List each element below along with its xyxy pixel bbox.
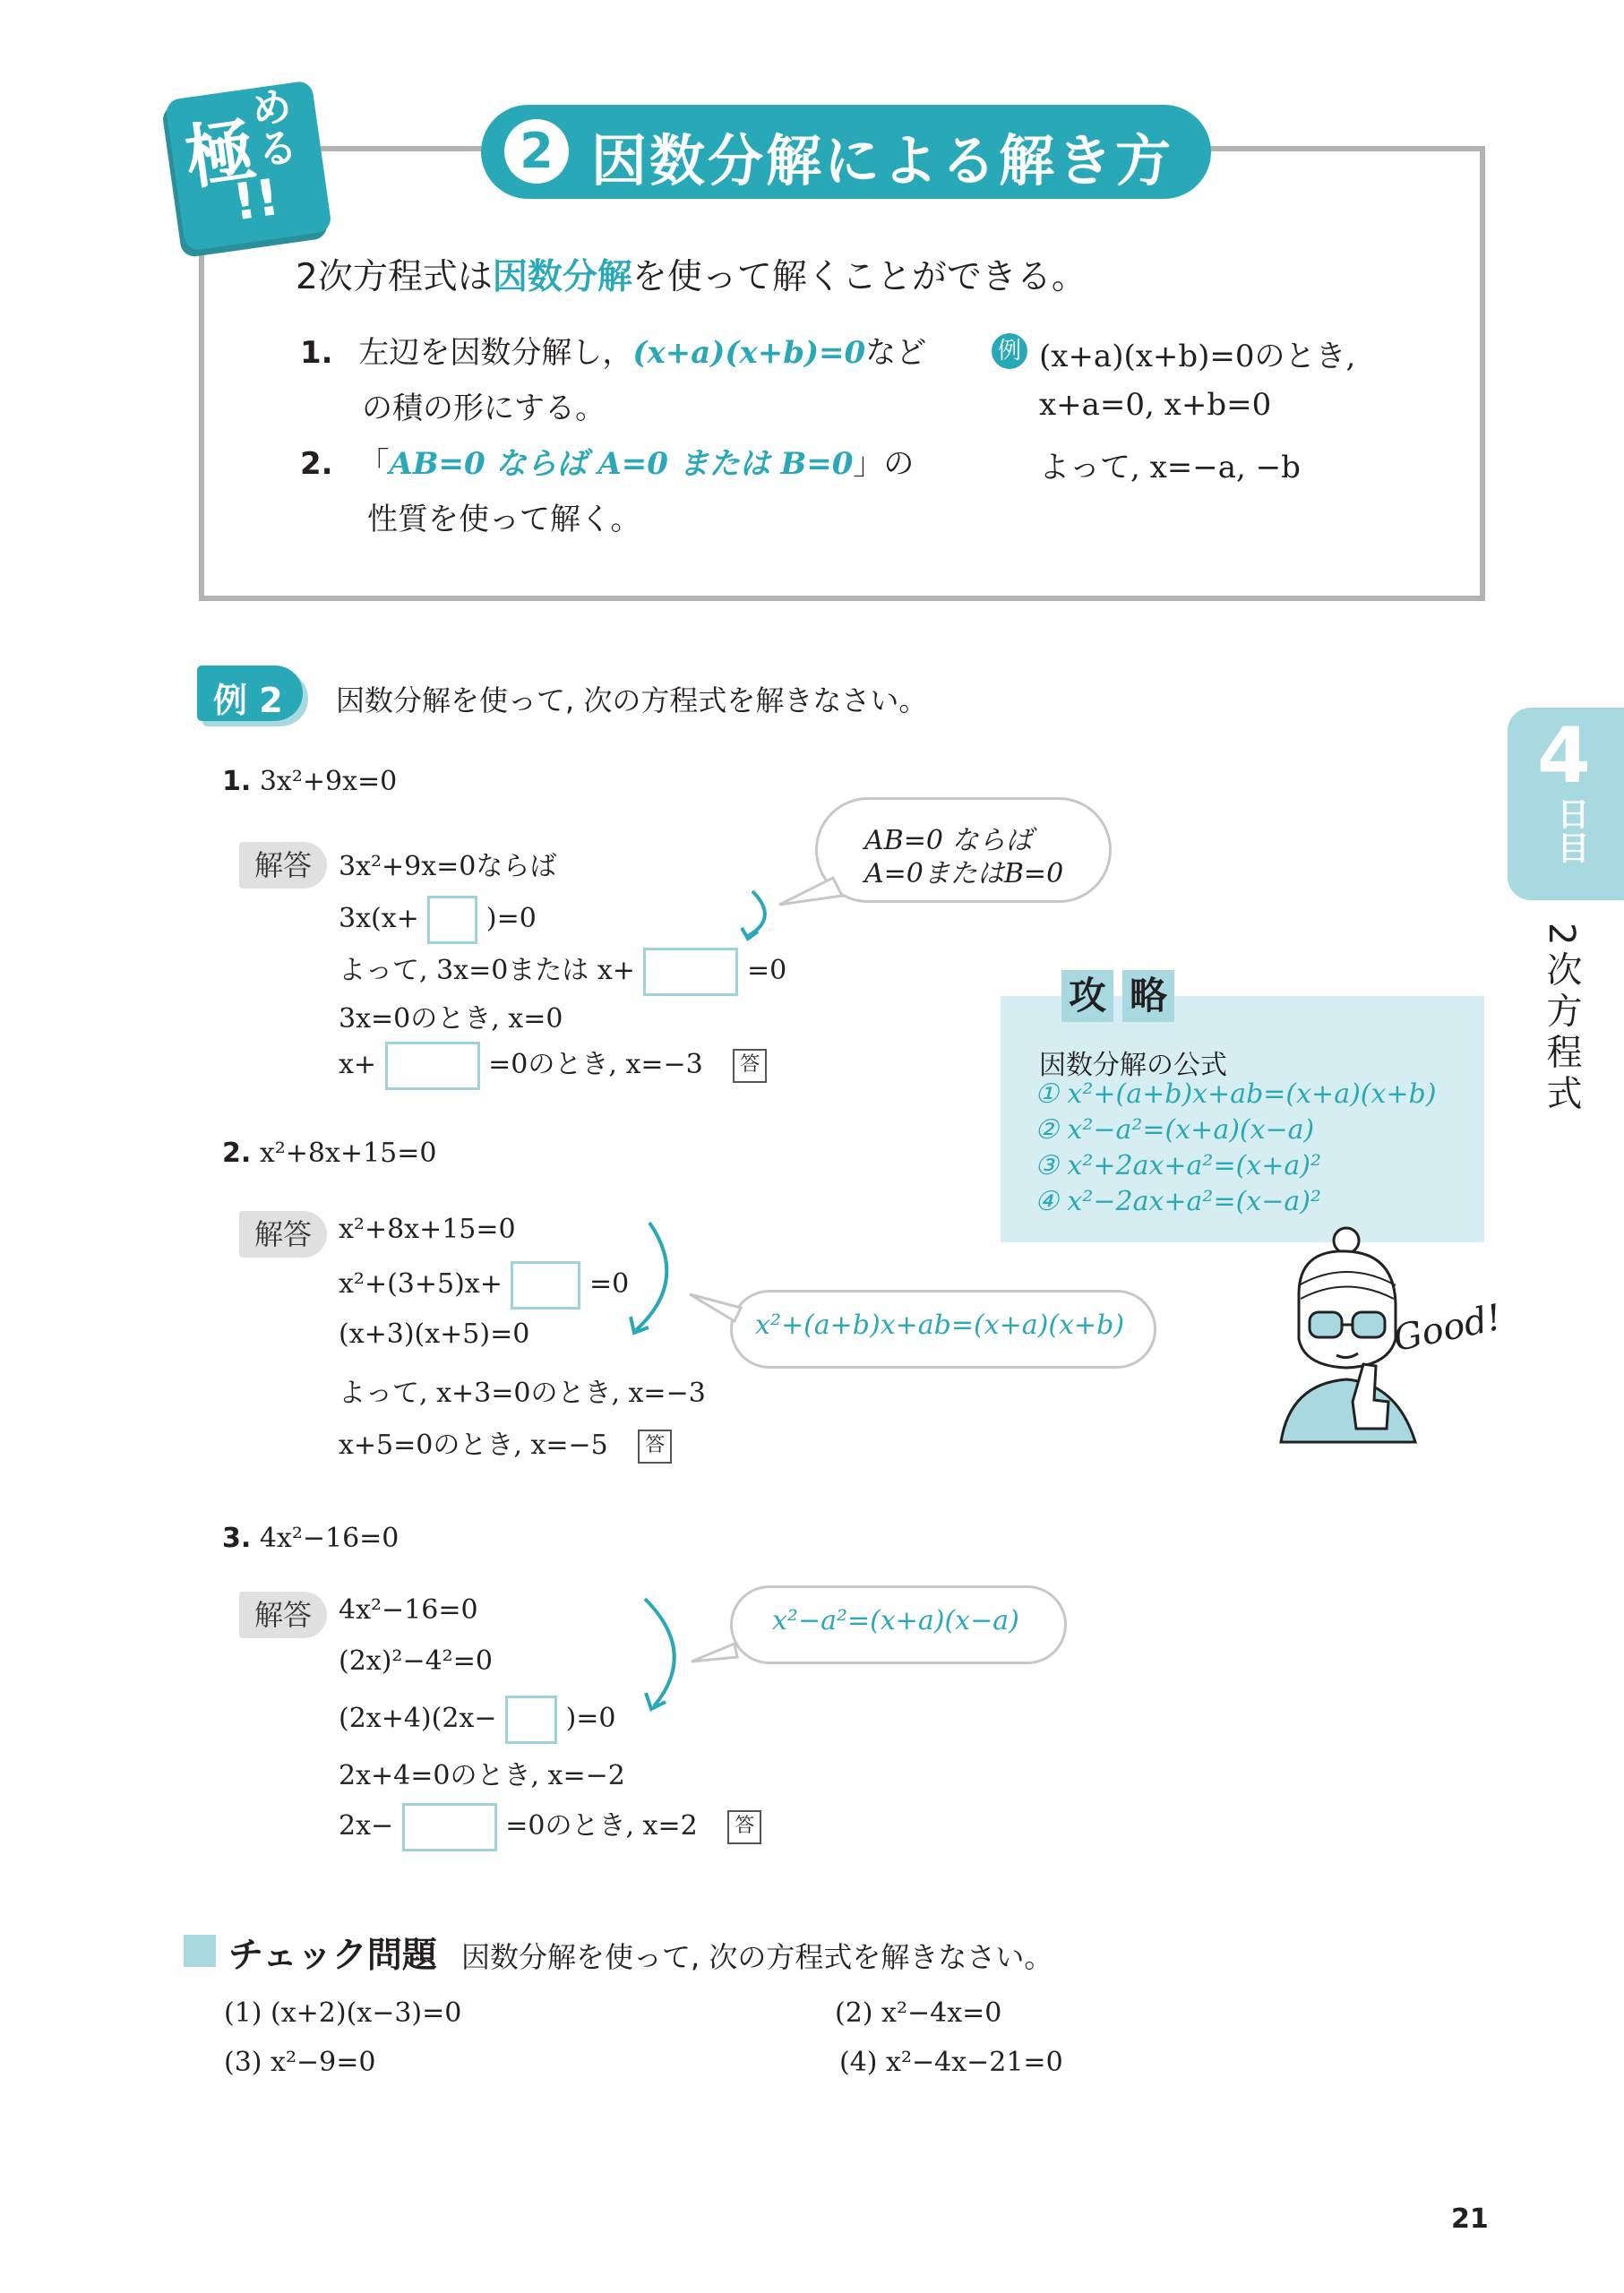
problem-3-label: 3. <box>222 1523 252 1554</box>
example-instruction: 因数分解を使って, 次の方程式を解きなさい。 <box>336 683 928 717</box>
strategy-heading: 因数分解の公式 <box>1039 1050 1227 1081</box>
step-1-suffix: など <box>865 335 927 371</box>
bubble-tail-2 <box>685 1281 748 1326</box>
formula-4: ④ x²−2ax+a²=(x−a)² <box>1035 1186 1321 1217</box>
p3-line-5 <box>339 1803 761 1851</box>
check-title: チェック問題 <box>228 1936 437 1976</box>
step-1-number: 1. <box>300 335 333 371</box>
check-question-1: (1) (x+2)(x−3)=0 <box>224 1997 462 2029</box>
check-instruction: 因数分解を使って, 次の方程式を解きなさい。 <box>461 1940 1053 1974</box>
bubble-tail-3 <box>688 1630 742 1670</box>
key-lead <box>296 249 1087 299</box>
badge-kanji: 極 <box>180 110 261 201</box>
formula-3: ③ x²+2ax+a²=(x+a)² <box>1035 1150 1321 1181</box>
p3-line-2: (2x)²−4²=0 <box>339 1645 493 1677</box>
p1-line-3-post: =0 <box>747 955 787 986</box>
p3-line-1: 4x²−16=0 <box>339 1594 478 1626</box>
p1-line-2-pre: 3x(x+ <box>339 903 419 934</box>
answer-mark: 答 <box>638 1430 672 1464</box>
p3-line-3-pre: (2x+4)(2x− <box>339 1703 497 1734</box>
problem-2-equation: x²+8x+15=0 <box>259 1138 437 1169</box>
lead-pre: 2次方程式は <box>296 257 493 297</box>
mascot-speech: Good! <box>1389 1296 1506 1361</box>
p3-line-3 <box>339 1696 616 1744</box>
p1-line-5-pre: x+ <box>339 1049 377 1080</box>
answer-blank[interactable] <box>511 1261 580 1310</box>
example-tab <box>197 666 303 721</box>
step-2-close: 」の <box>853 446 915 482</box>
day-number: 4 <box>1537 711 1591 801</box>
check-question-4: (4) x²−4x−21=0 <box>839 2047 1063 2078</box>
section-title: 因数分解による解き方 <box>591 128 1174 193</box>
example-line-1: (x+a)(x+b)=0のとき, <box>1039 339 1356 374</box>
p3-line-3-post: )=0 <box>565 1703 616 1734</box>
formula-2: ② x²−a²=(x+a)(x−a) <box>1035 1114 1315 1146</box>
problem-2-label: 2. <box>222 1138 252 1169</box>
curve-arrow-3 <box>632 1594 694 1720</box>
step-2-continued: 性質を使って解く。 <box>367 502 641 537</box>
page-number: 21 <box>1451 2203 1489 2235</box>
badge-kana: める <box>242 82 302 172</box>
step-1-formula: (x+a)(x+b)=0 <box>632 335 866 371</box>
problem-2 <box>222 1138 436 1169</box>
step-1-text: 左辺を因数分解し， <box>358 335 633 371</box>
p2-line-5 <box>339 1422 672 1464</box>
badge-exclaim: !! <box>229 167 283 233</box>
check-question-3: (3) x²−9=0 <box>224 2047 376 2078</box>
chapter-label: 2次方程式 <box>1541 923 1582 1116</box>
answer-mark: 答 <box>727 1810 761 1844</box>
example-tab-label: 例 2 <box>213 681 283 720</box>
check-square-icon <box>184 1935 216 1967</box>
p1-line-2 <box>339 896 537 944</box>
example-line-3: よって, x=−a, −b <box>1039 450 1301 485</box>
p1-line-3-pre: よって, 3x=0または x+ <box>339 955 635 986</box>
step-2-open: 「 <box>358 446 390 482</box>
example-mark: 例 <box>992 333 1027 369</box>
answer-mark: 答 <box>733 1049 767 1083</box>
problem-3 <box>222 1523 399 1554</box>
kiwameru-badge <box>165 80 332 251</box>
p1-line-2-post: )=0 <box>485 903 537 934</box>
lead-emphasis: 因数分解 <box>492 257 632 297</box>
answer-blank[interactable] <box>427 896 477 944</box>
p1-line-4: 3x=0のとき, x=0 <box>339 1003 563 1035</box>
answer-tag: 解答 <box>239 1211 327 1258</box>
step-1-continued: の積の形にする。 <box>362 391 606 426</box>
p2-line-2-pre: x²+(3+5)x+ <box>339 1268 503 1300</box>
hint-1-line-2: A=0またはB=0 <box>864 858 1064 889</box>
problem-1-equation: 3x²+9x=0 <box>259 766 398 797</box>
curve-arrow-1 <box>735 887 788 949</box>
p3-line-5-post: =0のとき, x=2 <box>505 1810 698 1842</box>
p2-line-3: (x+3)(x+5)=0 <box>339 1318 530 1350</box>
answer-blank[interactable] <box>402 1803 497 1851</box>
problem-3-equation: 4x²−16=0 <box>259 1523 400 1554</box>
step-2-number: 2. <box>300 446 333 482</box>
lead-post: を使って解くことができる。 <box>632 257 1087 297</box>
check-question-2: (2) x²−4x=0 <box>835 1997 1002 2029</box>
p1-line-3 <box>339 948 786 996</box>
problem-1-label: 1. <box>222 766 252 797</box>
p2-line-5-text: x+5=0のとき, x=−5 <box>339 1430 608 1461</box>
p1-line-1: 3x²+9x=0ならば <box>339 851 557 882</box>
day-tab <box>1508 708 1624 900</box>
p1-line-5-post: =0のとき, x=−3 <box>488 1049 703 1080</box>
answer-tag: 解答 <box>239 842 327 889</box>
answer-blank[interactable] <box>385 1042 480 1090</box>
strategy-char-2: 略 <box>1122 970 1174 1022</box>
strategy-char-1: 攻 <box>1061 970 1113 1022</box>
hint-2-text: x²+(a+b)x+ab=(x+a)(x+b) <box>755 1310 1125 1341</box>
step-1 <box>300 328 926 372</box>
p3-line-5-pre: 2x− <box>339 1810 394 1842</box>
example-line-2: x+a=0, x+b=0 <box>1039 387 1272 423</box>
hint-3-text: x²−a²=(x+a)(x−a) <box>772 1605 1019 1636</box>
p2-line-2-post: =0 <box>589 1268 630 1300</box>
p1-line-5 <box>339 1042 767 1090</box>
p2-line-2 <box>339 1261 629 1310</box>
hint-1-line-1: AB=0 ならば <box>864 825 1033 856</box>
p2-line-1: x²+8x+15=0 <box>339 1214 516 1245</box>
problem-1 <box>222 766 397 797</box>
p2-line-4: よって, x+3=0のとき, x=−3 <box>339 1378 706 1409</box>
step-2-property: AB=0 ならば A=0 または B=0 <box>389 446 854 482</box>
day-unit: 日目 <box>1552 797 1589 865</box>
curve-arrow-2 <box>618 1218 681 1344</box>
answer-blank[interactable] <box>643 948 738 996</box>
p3-line-4: 2x+4=0のとき, x=−2 <box>339 1760 625 1791</box>
step-2 <box>300 439 914 483</box>
formula-1: ① x²+(a+b)x+ab=(x+a)(x+b) <box>1035 1078 1437 1110</box>
answer-blank[interactable] <box>505 1696 557 1744</box>
answer-tag: 解答 <box>239 1592 327 1638</box>
section-number: 2 <box>504 119 569 184</box>
